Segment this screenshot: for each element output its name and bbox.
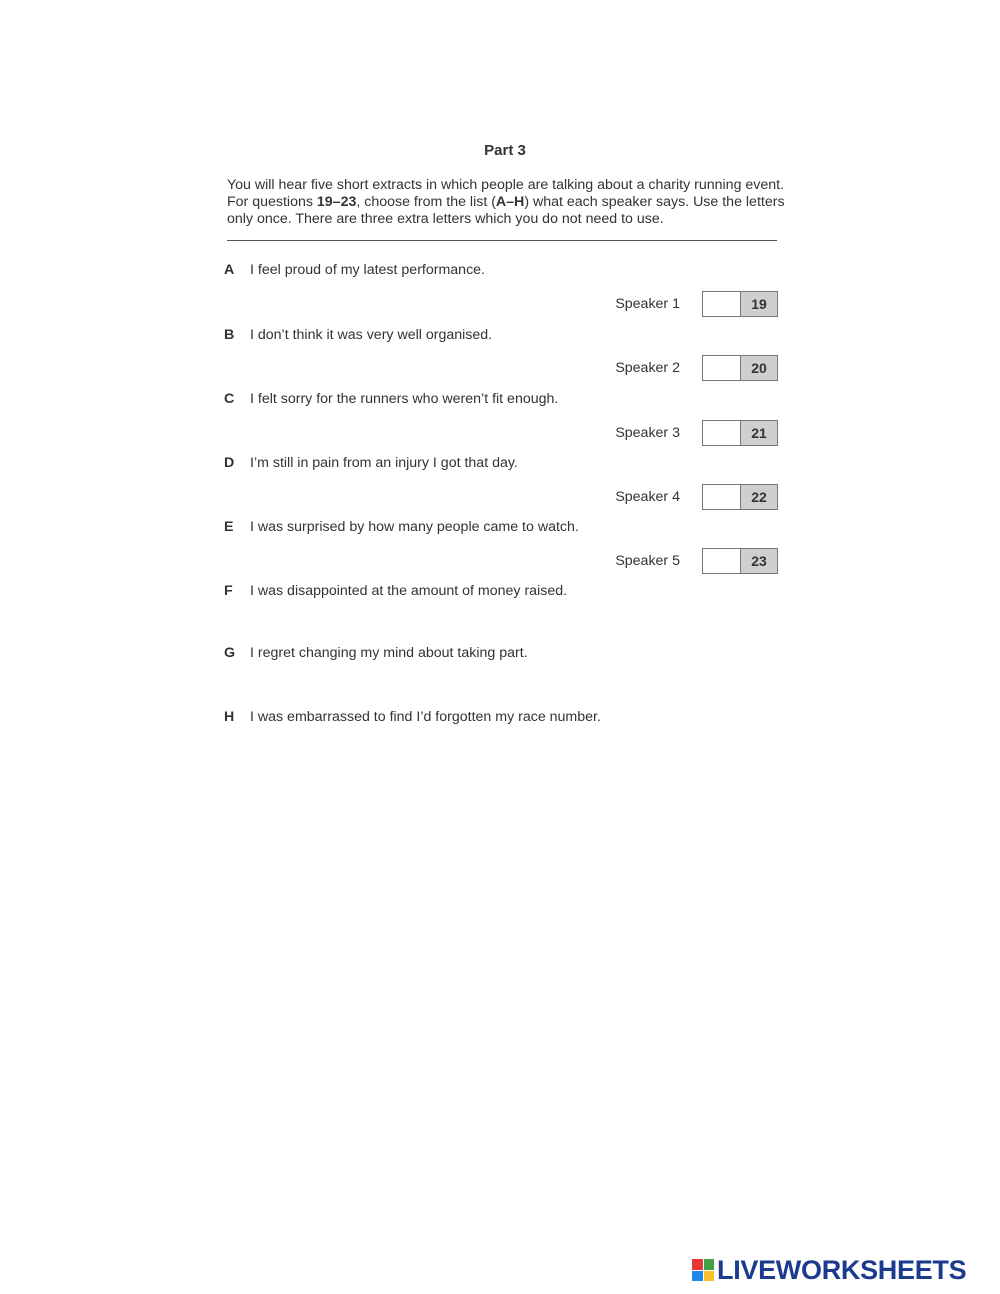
logo-mark-icon [692,1259,714,1281]
instructions [227,177,787,228]
speaker-row-3 [600,420,780,446]
speaker-row-4 [600,484,780,510]
question-number: 21 [741,421,777,445]
instructions-text-2: , choose from the list ( [356,194,496,210]
option-text: I regret changing my mind about taking part. [250,645,528,661]
instructions-range: 19–23 [316,194,357,210]
instructions-text-3: ) what each speaker says. Use the letters only once. There are three extra letters which you do not need to use. [227,194,785,227]
liveworksheets-logo[interactable] [692,1256,966,1284]
answer-box [702,355,778,381]
option-text: I was embarrassed to find I’d forgotten my race number. [250,709,601,725]
option-text: I don’t think it was very well organised. [250,327,493,343]
option-letter: D [224,455,235,471]
answer-input-speaker-5[interactable] [703,549,741,573]
answer-input-speaker-1[interactable] [703,292,741,316]
option-g [224,645,528,661]
logo-square-icon [704,1271,715,1282]
option-text: I felt sorry for the runners who weren’t fit enough. [250,391,559,407]
option-h [224,709,601,725]
option-letter: E [224,519,234,535]
logo-square-icon [692,1259,703,1270]
divider-rule [227,240,777,241]
question-number: 19 [741,292,777,316]
option-letter: G [224,645,236,661]
option-a [224,262,485,278]
option-text: I was surprised by how many people came to watch. [250,519,579,535]
option-text: I’m still in pain from an injury I got that day. [250,455,518,471]
question-number: 23 [741,549,777,573]
answer-box [702,548,778,574]
logo-text: LIVEWORKSHEETS [717,1254,967,1285]
answer-box [702,420,778,446]
option-f [224,583,567,599]
option-letter: B [224,327,235,343]
logo-square-icon [704,1259,715,1270]
speaker-row-5 [600,548,780,574]
speaker-label: Speaker 1 [615,296,680,312]
instructions-text-1: You will hear five short extracts in which people are talking about a charity running event. For questions [227,177,785,210]
instructions-letters: A–H [495,194,525,210]
option-b [224,327,492,343]
answer-input-speaker-3[interactable] [703,421,741,445]
option-d [224,455,518,471]
option-c [224,391,558,407]
option-letter: F [224,583,233,599]
question-number: 22 [741,485,777,509]
option-text: I was disappointed at the amount of money raised. [250,583,568,599]
option-letter: A [224,262,235,278]
speaker-label: Speaker 4 [615,489,680,505]
answer-input-speaker-2[interactable] [703,356,741,380]
speaker-label: Speaker 3 [615,425,680,441]
speaker-label: Speaker 5 [615,553,680,569]
answer-input-speaker-4[interactable] [703,485,741,509]
speaker-row-1 [600,291,780,317]
logo-square-icon [692,1271,703,1282]
option-e [224,519,579,535]
part-title: Part 3 [484,142,526,159]
option-letter: C [224,391,235,407]
answer-box [702,291,778,317]
question-number: 20 [741,356,777,380]
speaker-label: Speaker 2 [615,360,680,376]
answer-box [702,484,778,510]
option-text: I feel proud of my latest performance. [250,262,485,278]
option-letter: H [224,709,235,725]
speaker-row-2 [600,355,780,381]
